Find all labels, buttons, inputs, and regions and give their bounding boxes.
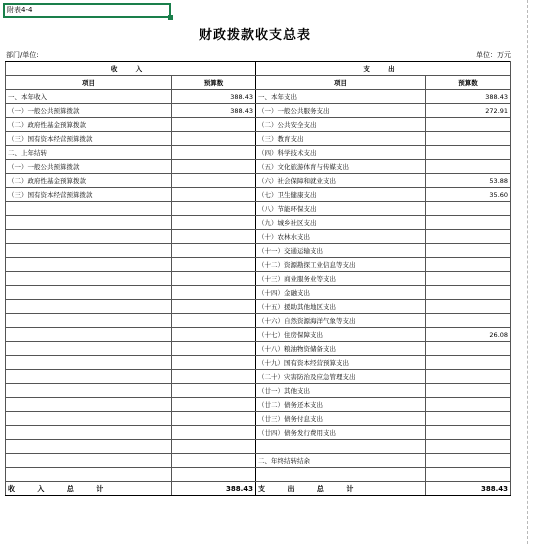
- section-header-row: [6, 62, 511, 76]
- income-item-header[interactable]: 项目: [6, 76, 172, 90]
- income-item-cell[interactable]: [6, 272, 172, 286]
- income-item-cell[interactable]: [6, 426, 172, 440]
- income-value-cell[interactable]: [172, 174, 256, 188]
- income-value-cell[interactable]: [172, 314, 256, 328]
- income-item-cell[interactable]: [6, 258, 172, 272]
- expense-item-cell[interactable]: （九）城乡社区支出: [256, 216, 426, 230]
- income-value-cell[interactable]: 388.43: [172, 104, 256, 118]
- income-section-header[interactable]: 收 入: [6, 62, 256, 76]
- expense-value-cell[interactable]: [426, 454, 511, 468]
- expense-item-cell[interactable]: （二十）灾害防治及应急管理支出: [256, 370, 426, 384]
- expense-item-cell[interactable]: （七）卫生健康支出: [256, 188, 426, 202]
- income-value-cell[interactable]: [172, 286, 256, 300]
- income-value-cell[interactable]: [172, 272, 256, 286]
- income-item-cell[interactable]: （二）政府性基金预算拨款: [6, 118, 172, 132]
- income-value-cell[interactable]: [172, 328, 256, 342]
- expense-item-cell[interactable]: （廿一）其他支出: [256, 384, 426, 398]
- income-value-cell[interactable]: [172, 384, 256, 398]
- expense-value-cell[interactable]: [426, 412, 511, 426]
- page-title: 财政拨款收支总表: [198, 28, 311, 43]
- expense-value-cell[interactable]: 272.91: [426, 104, 511, 118]
- expense-item-cell[interactable]: [256, 440, 426, 454]
- expense-item-cell[interactable]: （十六）自然资源海洋气象等支出: [256, 314, 426, 328]
- table-row: [6, 188, 511, 202]
- income-item-cell[interactable]: [6, 286, 172, 300]
- income-value-cell[interactable]: [172, 342, 256, 356]
- expense-item-cell[interactable]: （十五）援助其他地区支出: [256, 300, 426, 314]
- income-value-cell[interactable]: [172, 258, 256, 272]
- expense-value-cell[interactable]: [426, 398, 511, 412]
- income-value-cell[interactable]: [172, 370, 256, 384]
- expense-value-cell[interactable]: [426, 356, 511, 370]
- expense-value-cell[interactable]: 26.08: [426, 328, 511, 342]
- income-value-cell[interactable]: [172, 398, 256, 412]
- income-value-cell[interactable]: [172, 216, 256, 230]
- table-row: [6, 356, 511, 370]
- expense-item-cell[interactable]: 一、本年支出: [256, 90, 426, 104]
- expense-item-cell[interactable]: （十九）国有资本经营预算支出: [256, 356, 426, 370]
- expense-value-cell[interactable]: 388.43: [426, 90, 511, 104]
- income-value-cell[interactable]: [172, 202, 256, 216]
- expense-item-cell[interactable]: （十七）住房保障支出: [256, 328, 426, 342]
- table-row: [6, 258, 511, 272]
- expense-budget-header[interactable]: 预算数: [426, 76, 511, 90]
- income-item-cell[interactable]: [6, 314, 172, 328]
- income-item-cell[interactable]: [6, 244, 172, 258]
- income-value-cell[interactable]: [172, 412, 256, 426]
- expense-total-value[interactable]: 388.43: [426, 482, 511, 496]
- income-item-cell[interactable]: [6, 454, 172, 468]
- income-value-cell[interactable]: [172, 118, 256, 132]
- expense-item-cell[interactable]: （十四）金融支出: [256, 286, 426, 300]
- income-item-cell[interactable]: （三）国有资本经营预算拨款: [6, 132, 172, 146]
- income-item-cell[interactable]: [6, 300, 172, 314]
- income-value-cell[interactable]: 388.43: [172, 90, 256, 104]
- expense-item-cell[interactable]: （十二）资源勘探工业信息等支出: [256, 258, 426, 272]
- expense-item-cell[interactable]: [256, 468, 426, 482]
- selected-cell-sheet-tag[interactable]: 附表4-4: [3, 3, 171, 18]
- income-item-cell[interactable]: [6, 230, 172, 244]
- expense-value-cell[interactable]: [426, 272, 511, 286]
- expense-value-cell[interactable]: [426, 202, 511, 216]
- income-budget-header[interactable]: 预算数: [172, 76, 256, 90]
- expense-value-cell[interactable]: [426, 160, 511, 174]
- expense-item-cell[interactable]: （廿四）债务发行费用支出: [256, 426, 426, 440]
- income-item-cell[interactable]: [6, 468, 172, 482]
- income-item-cell[interactable]: [6, 202, 172, 216]
- expense-value-cell[interactable]: [426, 440, 511, 454]
- expense-value-cell[interactable]: [426, 258, 511, 272]
- table-row: [6, 104, 511, 118]
- table-row: [6, 174, 511, 188]
- income-value-cell[interactable]: [172, 454, 256, 468]
- expense-item-cell[interactable]: （二）公共安全支出: [256, 118, 426, 132]
- expense-item-cell[interactable]: （十一）交通运输支出: [256, 244, 426, 258]
- income-value-cell[interactable]: [172, 440, 256, 454]
- expense-value-cell[interactable]: [426, 216, 511, 230]
- income-value-cell[interactable]: [172, 468, 256, 482]
- expense-value-cell[interactable]: [426, 426, 511, 440]
- selection-fill-handle[interactable]: [168, 15, 173, 20]
- expense-total-label[interactable]: 支 出 总 计: [256, 482, 426, 496]
- income-value-cell[interactable]: [172, 356, 256, 370]
- table-row: [6, 132, 511, 146]
- expense-value-cell[interactable]: [426, 370, 511, 384]
- expense-value-cell[interactable]: [426, 300, 511, 314]
- expense-item-cell[interactable]: （八）节能环保支出: [256, 202, 426, 216]
- expense-value-cell[interactable]: [426, 132, 511, 146]
- income-item-cell[interactable]: （三）国有资本经营预算拨款: [6, 188, 172, 202]
- expense-value-cell[interactable]: [426, 286, 511, 300]
- income-item-cell[interactable]: [6, 384, 172, 398]
- income-value-cell[interactable]: [172, 132, 256, 146]
- expense-value-cell[interactable]: 53.88: [426, 174, 511, 188]
- expense-section-header[interactable]: 支 出: [256, 62, 511, 76]
- expense-item-cell[interactable]: （十八）粮油物资储备支出: [256, 342, 426, 356]
- unit-label: 单位：万元: [476, 51, 511, 59]
- table-row: [6, 426, 511, 440]
- income-item-cell[interactable]: 二、上年结转: [6, 146, 172, 160]
- income-item-cell[interactable]: （二）政府性基金预算拨款: [6, 174, 172, 188]
- table-row: [6, 90, 511, 104]
- income-value-cell[interactable]: [172, 188, 256, 202]
- expense-item-header[interactable]: 项目: [256, 76, 426, 90]
- expense-value-cell[interactable]: [426, 244, 511, 258]
- expense-item-cell[interactable]: （一）一般公共服务支出: [256, 104, 426, 118]
- income-item-cell[interactable]: [6, 370, 172, 384]
- table-row: [6, 286, 511, 300]
- expense-value-cell[interactable]: [426, 384, 511, 398]
- expense-value-cell[interactable]: [426, 342, 511, 356]
- totals-row: [6, 482, 511, 496]
- expense-item-cell[interactable]: （廿三）债务付息支出: [256, 412, 426, 426]
- expense-value-cell[interactable]: [426, 314, 511, 328]
- expense-item-cell[interactable]: （十）农林水支出: [256, 230, 426, 244]
- income-item-cell[interactable]: [6, 356, 172, 370]
- income-item-cell[interactable]: [6, 342, 172, 356]
- table-row: [6, 160, 511, 174]
- expense-value-cell[interactable]: [426, 146, 511, 160]
- expense-item-cell[interactable]: （十三）商业服务业等支出: [256, 272, 426, 286]
- income-item-cell[interactable]: [6, 440, 172, 454]
- table-row: [6, 244, 511, 258]
- income-item-cell[interactable]: [6, 216, 172, 230]
- income-value-cell[interactable]: [172, 146, 256, 160]
- table-row: [6, 412, 511, 426]
- expense-value-cell[interactable]: [426, 118, 511, 132]
- expense-item-cell[interactable]: （五）文化旅游体育与传媒支出: [256, 160, 426, 174]
- income-total-value[interactable]: 388.43: [172, 482, 256, 496]
- income-value-cell[interactable]: [172, 230, 256, 244]
- income-item-cell[interactable]: 一、本年收入: [6, 90, 172, 104]
- income-value-cell[interactable]: [172, 160, 256, 174]
- expense-value-cell[interactable]: [426, 230, 511, 244]
- table-row: [6, 202, 511, 216]
- income-item-cell[interactable]: [6, 398, 172, 412]
- table-row: [6, 216, 511, 230]
- table-row: [6, 454, 511, 468]
- expense-item-cell[interactable]: （廿二）债务还本支出: [256, 398, 426, 412]
- table-row: [6, 272, 511, 286]
- income-value-cell[interactable]: [172, 300, 256, 314]
- expense-item-cell[interactable]: 二、年终结转结余: [256, 454, 426, 468]
- table-row: [6, 328, 511, 342]
- expense-item-cell[interactable]: （三）教育支出: [256, 132, 426, 146]
- expense-item-cell[interactable]: （四）科学技术支出: [256, 146, 426, 160]
- column-header-row: [6, 76, 511, 90]
- expense-value-cell[interactable]: [426, 468, 511, 482]
- income-value-cell[interactable]: [172, 426, 256, 440]
- income-item-cell[interactable]: （一）一般公共预算拨款: [6, 160, 172, 174]
- expense-item-cell[interactable]: （六）社会保障和就业支出: [256, 174, 426, 188]
- table-row: [6, 300, 511, 314]
- table-row: [6, 118, 511, 132]
- page-break-guide: [527, 0, 528, 544]
- table-row: [6, 468, 511, 482]
- table-row: [6, 398, 511, 412]
- income-item-cell[interactable]: [6, 412, 172, 426]
- budget-table: [5, 61, 511, 496]
- table-row: [6, 440, 511, 454]
- department-label: 部门/单位:: [6, 51, 39, 59]
- income-total-label[interactable]: 收 入 总 计: [6, 482, 172, 496]
- expense-value-cell[interactable]: 35.60: [426, 188, 511, 202]
- table-row: [6, 314, 511, 328]
- table-row: [6, 342, 511, 356]
- table-row: [6, 146, 511, 160]
- income-item-cell[interactable]: （一）一般公共预算拨款: [6, 104, 172, 118]
- table-row: [6, 384, 511, 398]
- income-item-cell[interactable]: [6, 328, 172, 342]
- table-row: [6, 230, 511, 244]
- table-row: [6, 370, 511, 384]
- income-value-cell[interactable]: [172, 244, 256, 258]
